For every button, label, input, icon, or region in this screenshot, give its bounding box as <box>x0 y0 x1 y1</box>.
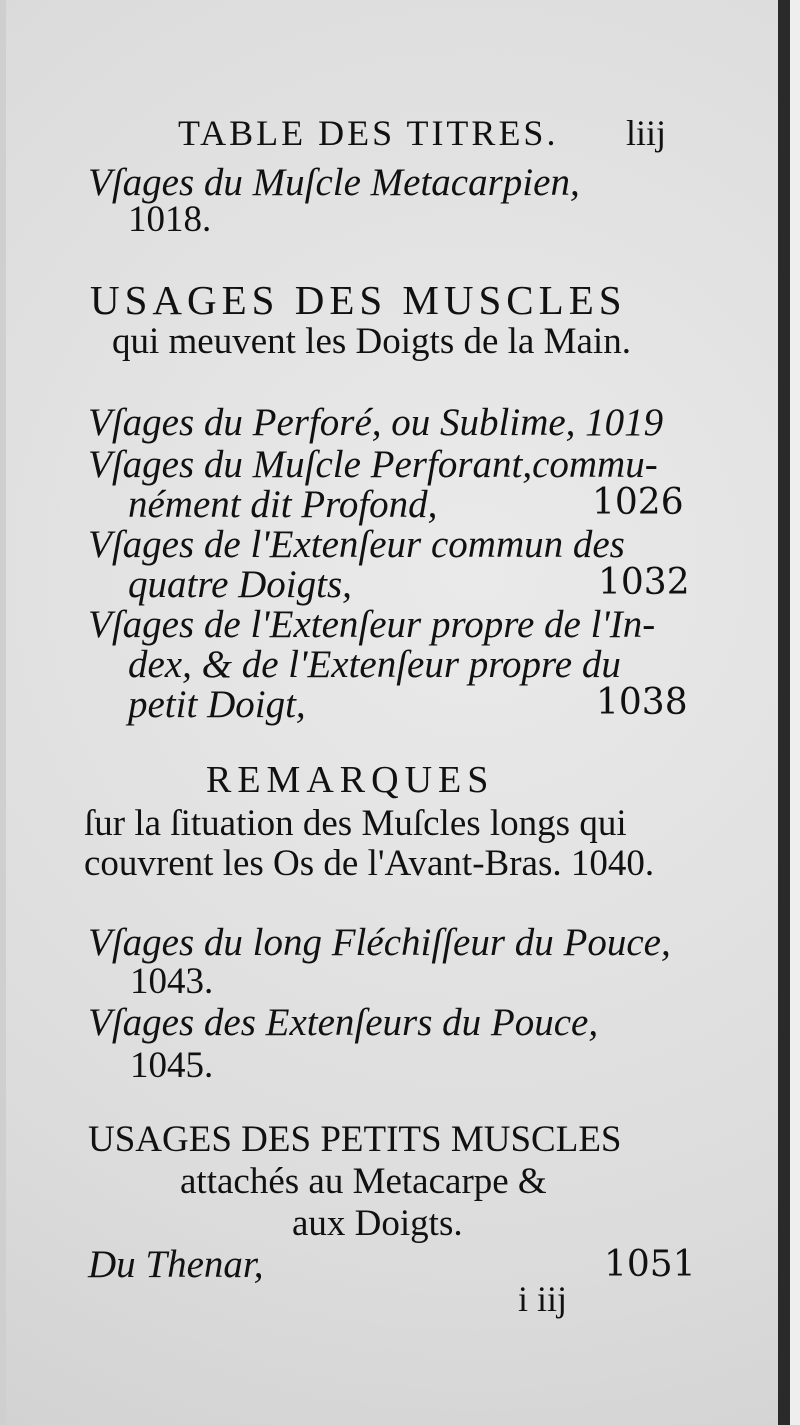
section-subheading: qui meuvent les Doigts de la Main. <box>112 321 631 362</box>
entry-perforant: Vſages du Muſcle Perforant,commu- <box>88 443 658 486</box>
remarks-text: couvrent les Os de l'Avant-Bras. 1040. <box>84 843 655 884</box>
entry-page: 1051 <box>604 1244 696 1285</box>
section-subheading: attachés au Metacarpe & <box>180 1161 547 1202</box>
page-right-edge <box>778 0 790 1425</box>
entry-perfore: Vſages du Perforé, ou Sublime, 1019 <box>88 401 664 444</box>
entry-continuation: quatre Doigts, <box>128 563 352 606</box>
section-heading: USAGES DES PETITS MUSCLES <box>88 1119 622 1160</box>
signature-mark: i iij <box>518 1279 568 1319</box>
entry-extenseur-commun: Vſages de l'Extenſeur commun des <box>88 523 625 566</box>
entry-flechisseur: Vſages du long Fléchiſſeur du Pouce, <box>88 921 671 964</box>
running-title: TABLE DES TITRES. <box>178 113 559 153</box>
entry-page: 1018. <box>128 199 212 240</box>
entry-continuation: petit Doigt, <box>128 683 306 726</box>
entry-page: 1043. <box>130 961 214 1002</box>
remarks-heading: REMARQUES <box>206 759 495 801</box>
page-number: liij <box>626 113 667 153</box>
entry-page: 1045. <box>130 1045 214 1086</box>
section-subheading: aux Doigts. <box>292 1203 463 1244</box>
remarks-text: ſur la ſituation des Muſcles longs qui <box>84 803 627 844</box>
entry-page: 1038 <box>596 682 688 723</box>
entry-page: 1032 <box>598 562 690 603</box>
entry-continuation: nément dit Profond, <box>128 483 438 526</box>
entry-thenar: Du Thenar, <box>88 1243 264 1286</box>
entry-extenseurs-pouce: Vſages des Extenſeurs du Pouce, <box>88 1001 599 1044</box>
entry-metacarpien: Vſages du Muſcle Metacarpien, <box>88 161 580 204</box>
page-left-edge <box>0 0 6 1425</box>
entry-page: 1026 <box>592 482 684 523</box>
section-heading: USAGES DES MUSCLES <box>90 277 627 323</box>
entry-continuation: dex, & de l'Extenſeur propre du <box>128 643 621 686</box>
entry-extenseur-index: Vſages de l'Extenſeur propre de l'In- <box>88 603 656 646</box>
